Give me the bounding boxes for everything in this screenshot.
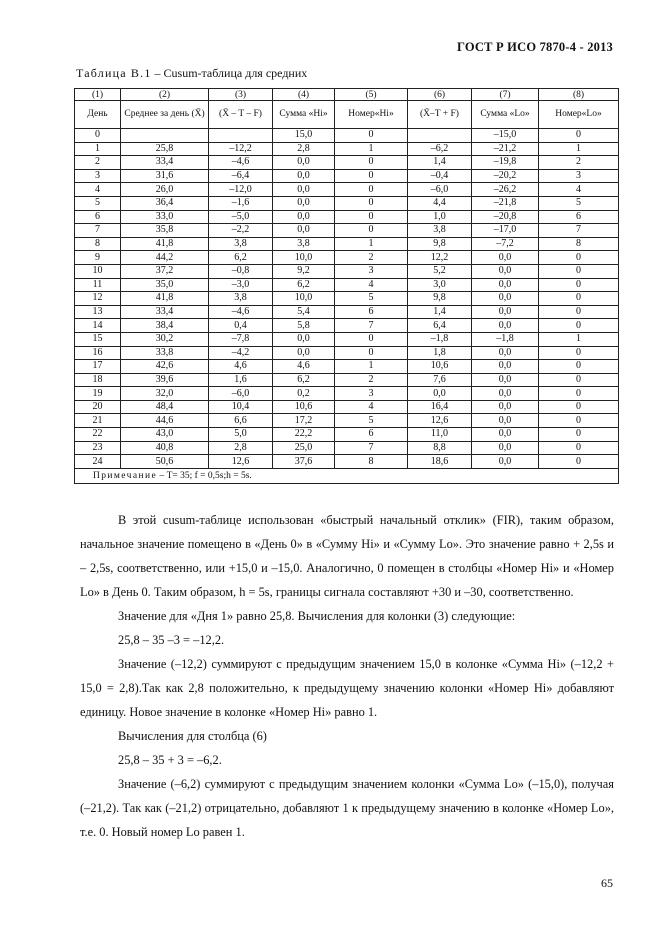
table-cell: 0 xyxy=(539,455,619,469)
table-cell: 0,0 xyxy=(273,210,335,224)
table-note xyxy=(75,468,619,483)
table-row xyxy=(75,129,619,143)
table-cell: 0 xyxy=(335,196,408,210)
table-cell: 11,0 xyxy=(408,428,472,442)
table-cell: 0,0 xyxy=(472,360,539,374)
table-cell: 0,0 xyxy=(273,156,335,170)
table-cell: –0,8 xyxy=(209,264,273,278)
table-cell: 0 xyxy=(539,428,619,442)
table-cell: 1,4 xyxy=(408,156,472,170)
table-row xyxy=(75,237,619,251)
table-cell: 1 xyxy=(335,360,408,374)
table-cell: 0 xyxy=(539,129,619,143)
paragraph-col6: Вычисления для столбца (6) xyxy=(118,729,267,743)
column-header: (X̄–T + F) xyxy=(408,101,472,129)
table-cell: –6,4 xyxy=(209,169,273,183)
table-cell: 10,6 xyxy=(408,360,472,374)
table-cell: 10,4 xyxy=(209,400,273,414)
table-cell: 0 xyxy=(335,129,408,143)
table-cell: 16 xyxy=(75,346,121,360)
table-cell: 6 xyxy=(75,210,121,224)
table-cell: 33,0 xyxy=(121,210,209,224)
table-cell: 0,0 xyxy=(472,264,539,278)
table-cell: –15,0 xyxy=(472,129,539,143)
table-cell xyxy=(408,129,472,143)
column-number: (5) xyxy=(335,89,408,101)
table-cell: 37,2 xyxy=(121,264,209,278)
table-cell: 22,2 xyxy=(273,428,335,442)
table-cell: 19 xyxy=(75,387,121,401)
table-cell: –4,2 xyxy=(209,346,273,360)
table-cell: 1,0 xyxy=(408,210,472,224)
table-cell: 10,0 xyxy=(273,251,335,265)
table-body xyxy=(75,129,619,469)
table-cell: 33,8 xyxy=(121,346,209,360)
table-cell: 8,8 xyxy=(408,441,472,455)
table-cell: 20 xyxy=(75,400,121,414)
table-row xyxy=(75,142,619,156)
table-cell: 3,8 xyxy=(209,292,273,306)
table-cell: 10,0 xyxy=(273,292,335,306)
table-note-text: – T= 35; f = 0,5s;h = 5s. xyxy=(157,470,252,481)
table-cell xyxy=(121,129,209,143)
table-cell: 4 xyxy=(539,183,619,197)
table-cell: –6,2 xyxy=(408,142,472,156)
table-cell: 0,0 xyxy=(472,414,539,428)
table-cell: 6 xyxy=(335,428,408,442)
table-row xyxy=(75,224,619,238)
table-cell: 12 xyxy=(75,292,121,306)
table-row xyxy=(75,305,619,319)
table-cell: 15 xyxy=(75,332,121,346)
table-cell: –17,0 xyxy=(472,224,539,238)
table-cell: 14 xyxy=(75,319,121,333)
table-cell: 0,0 xyxy=(273,224,335,238)
paragraph-day1: Значение для «Дня 1» равно 25,8. Вычисления для колонки (3) следующие: xyxy=(118,609,516,623)
table-cell: 22 xyxy=(75,428,121,442)
table-cell: 7 xyxy=(335,319,408,333)
table-cell: 10,6 xyxy=(273,400,335,414)
table-cell: 4,4 xyxy=(408,196,472,210)
table-row xyxy=(75,441,619,455)
column-header: Среднее за день (X̄) xyxy=(121,101,209,129)
table-cell: 4 xyxy=(75,183,121,197)
table-cell: 0,0 xyxy=(472,292,539,306)
table-cell: 5,0 xyxy=(209,428,273,442)
table-cell: 7 xyxy=(539,224,619,238)
table-cell: 4,6 xyxy=(209,360,273,374)
table-cell: 8 xyxy=(539,237,619,251)
table-cell: 5,8 xyxy=(273,319,335,333)
table-cell: 42,6 xyxy=(121,360,209,374)
table-cell: –21,8 xyxy=(472,196,539,210)
table-cell: 0 xyxy=(335,210,408,224)
table-cell: 2 xyxy=(75,156,121,170)
table-cell: –20,2 xyxy=(472,169,539,183)
table-cell: –12,0 xyxy=(209,183,273,197)
table-row xyxy=(75,196,619,210)
table-row xyxy=(75,210,619,224)
table-cell: 5 xyxy=(539,196,619,210)
table-row xyxy=(75,400,619,414)
table-cell: 41,8 xyxy=(121,292,209,306)
table-cell: 0,0 xyxy=(472,400,539,414)
table-cell: 5 xyxy=(75,196,121,210)
column-number: (4) xyxy=(273,89,335,101)
table-cell: 6 xyxy=(335,305,408,319)
document-header: ГОСТ Р ИСО 7870-4 - 2013 xyxy=(457,40,613,54)
table-cell: 44,2 xyxy=(121,251,209,265)
body-text xyxy=(80,508,614,844)
table-cell: 4,6 xyxy=(273,360,335,374)
table-cell: 0,0 xyxy=(472,441,539,455)
table-cell: 0 xyxy=(539,414,619,428)
column-number: (7) xyxy=(472,89,539,101)
table-row xyxy=(75,251,619,265)
table-row xyxy=(75,319,619,333)
table-cell: 32,0 xyxy=(121,387,209,401)
table-cell: 25,8 xyxy=(121,142,209,156)
table-cell: 8 xyxy=(75,237,121,251)
table-cell: 44,6 xyxy=(121,414,209,428)
table-cell: –12,2 xyxy=(209,142,273,156)
equation-col3: 25,8 – 35 –3 = –12,2. xyxy=(118,633,225,647)
table-cell: 3 xyxy=(539,169,619,183)
table-row xyxy=(75,428,619,442)
table-cell: 17,2 xyxy=(273,414,335,428)
table-cell: 25,0 xyxy=(273,441,335,455)
table-cell: 16,4 xyxy=(408,400,472,414)
table-cell: 0 xyxy=(539,292,619,306)
table-cell: 8 xyxy=(335,455,408,469)
table-cell: 1 xyxy=(335,237,408,251)
table-cell: 1 xyxy=(539,142,619,156)
table-cell: 5 xyxy=(335,292,408,306)
table-cell: 33,4 xyxy=(121,305,209,319)
table-cell: 0 xyxy=(539,251,619,265)
table-cell: 7,6 xyxy=(408,373,472,387)
table-cell: 48,4 xyxy=(121,400,209,414)
table-cell: 18,6 xyxy=(408,455,472,469)
table-cell: 0,0 xyxy=(408,387,472,401)
table-cell: 1,8 xyxy=(408,346,472,360)
table-cell: 0,0 xyxy=(273,183,335,197)
table-cell: –20,8 xyxy=(472,210,539,224)
table-cell: 7 xyxy=(75,224,121,238)
table-caption-text: – Cusum-таблица для средних xyxy=(154,66,308,80)
table-cell: 23 xyxy=(75,441,121,455)
table-cell: –1,8 xyxy=(408,332,472,346)
table-cell: 2 xyxy=(335,251,408,265)
table-cell: 2 xyxy=(539,156,619,170)
table-caption-label: Таблица В.1 xyxy=(76,66,152,80)
table-cell: –7,2 xyxy=(472,237,539,251)
column-header: Номер«Lo» xyxy=(539,101,619,129)
column-header: Номер«Hi» xyxy=(335,101,408,129)
table-cell: 0 xyxy=(539,305,619,319)
column-number: (8) xyxy=(539,89,619,101)
table-cell: 0,0 xyxy=(273,332,335,346)
table-cell: 0,4 xyxy=(209,319,273,333)
table-cell: 5,4 xyxy=(273,305,335,319)
table-cell: 6,2 xyxy=(273,373,335,387)
table-cell: 50,6 xyxy=(121,455,209,469)
column-number: (6) xyxy=(408,89,472,101)
table-cell: –6,0 xyxy=(209,387,273,401)
table-cell: 33,4 xyxy=(121,156,209,170)
equation-col6: 25,8 – 35 + 3 = –6,2. xyxy=(118,753,222,767)
table-note-row xyxy=(75,468,619,483)
table-cell: 2 xyxy=(335,373,408,387)
paragraph-sum-hi: Значение (–12,2) суммируют с предыдущим значением 15,0 в колонке «Сумма Hi» (–12,2 + 15,0 = 2,8).Так как 2,8 положительно, к предыдущему значению колонки «Номер Hi» добавляют единицу. Новое значение в колонке «Номер Hi» равно 1. xyxy=(80,657,614,719)
table-row xyxy=(75,292,619,306)
column-header: (X̄ – T – F) xyxy=(209,101,273,129)
table-cell: 17 xyxy=(75,360,121,374)
table-cell: 0,2 xyxy=(273,387,335,401)
table-cell: 6,4 xyxy=(408,319,472,333)
table-cell: 35,0 xyxy=(121,278,209,292)
table-row xyxy=(75,360,619,374)
table-row xyxy=(75,387,619,401)
table-cell: 0 xyxy=(335,156,408,170)
table-cell: 0,0 xyxy=(472,305,539,319)
column-header: Сумма «Hi» xyxy=(273,101,335,129)
table-row xyxy=(75,332,619,346)
table-cell: 0 xyxy=(539,373,619,387)
table-cell: 36,4 xyxy=(121,196,209,210)
table-cell: 0,0 xyxy=(472,373,539,387)
table-cell: 0 xyxy=(335,183,408,197)
table-cell: 0,0 xyxy=(472,251,539,265)
table-cell: 9,8 xyxy=(408,237,472,251)
table-cell: 0 xyxy=(539,387,619,401)
table-cell: 0,0 xyxy=(273,346,335,360)
table-cell: 1 xyxy=(75,142,121,156)
table-cell: 6 xyxy=(539,210,619,224)
table-cell: 18 xyxy=(75,373,121,387)
table-cell: –2,2 xyxy=(209,224,273,238)
table-cell: –7,8 xyxy=(209,332,273,346)
table-cell: 0 xyxy=(539,278,619,292)
table-cell: 38,4 xyxy=(121,319,209,333)
table-cell: 37,6 xyxy=(273,455,335,469)
table-cell: 3,8 xyxy=(408,224,472,238)
table-cell: 0,0 xyxy=(472,319,539,333)
table-cell: 0 xyxy=(335,346,408,360)
table-cell: 0 xyxy=(539,319,619,333)
table-cell: 0,0 xyxy=(472,278,539,292)
table-row xyxy=(75,455,619,469)
table-cell: 0 xyxy=(539,360,619,374)
table-row xyxy=(75,278,619,292)
table-cell: 9,2 xyxy=(273,264,335,278)
table-cell: 12,6 xyxy=(408,414,472,428)
table-cell: –6,0 xyxy=(408,183,472,197)
table-cell: –1,6 xyxy=(209,196,273,210)
table-cell: –19,8 xyxy=(472,156,539,170)
table-cell: 15,0 xyxy=(273,129,335,143)
table-cell: 2,8 xyxy=(209,441,273,455)
table-cell: 9,8 xyxy=(408,292,472,306)
table-cell: 0 xyxy=(539,441,619,455)
table-cell: –4,6 xyxy=(209,156,273,170)
table-cell: –26,2 xyxy=(472,183,539,197)
table-cell: 0,0 xyxy=(472,455,539,469)
table-cell: 0,0 xyxy=(273,169,335,183)
table-cell: 31,6 xyxy=(121,169,209,183)
table-row xyxy=(75,414,619,428)
table-cell: 26,0 xyxy=(121,183,209,197)
table-cell: 0 xyxy=(539,346,619,360)
table-cell: 40,8 xyxy=(121,441,209,455)
table-cell: 1 xyxy=(335,142,408,156)
table-row xyxy=(75,346,619,360)
table-cell: 43,0 xyxy=(121,428,209,442)
table-cell: –3,0 xyxy=(209,278,273,292)
table-cell: 0 xyxy=(539,264,619,278)
table-cell: 0,0 xyxy=(472,387,539,401)
table-cell: 0,0 xyxy=(472,346,539,360)
table-cell: 0 xyxy=(75,129,121,143)
table-caption xyxy=(76,66,307,81)
table-note-label: Примечание xyxy=(93,470,158,481)
table-cell: 3,0 xyxy=(408,278,472,292)
paragraph-fir: В этой cusum-таблице использован «быстрый начальный отклик» (FIR), таким образом, начальное значение помещено в «День 0» в «Сумму Hi» и «Сумму Lo». Это значение равно + 2,5s и – 2,5s, соответственно, или +15,0 и –15,0. Аналогично, 0 помещен в столбцы «Номер Hi» и «Номер Lo» в День 0. Таким образом, h = 5s, границы сигнала составляют +30 и –30, соответственно. xyxy=(80,513,614,599)
table-row xyxy=(75,169,619,183)
table-cell: 3,8 xyxy=(273,237,335,251)
column-header: День xyxy=(75,101,121,129)
cusum-table xyxy=(74,88,619,484)
table-cell: 3,8 xyxy=(209,237,273,251)
table-cell: 6,6 xyxy=(209,414,273,428)
table-cell: 0,0 xyxy=(273,196,335,210)
table-cell: 24 xyxy=(75,455,121,469)
column-header-row xyxy=(75,101,619,129)
table-cell: –5,0 xyxy=(209,210,273,224)
table-cell: 11 xyxy=(75,278,121,292)
table-cell: 10 xyxy=(75,264,121,278)
table-cell: 6,2 xyxy=(209,251,273,265)
table-cell: –21,2 xyxy=(472,142,539,156)
table-cell: 12,6 xyxy=(209,455,273,469)
table-row xyxy=(75,183,619,197)
table-cell: 4 xyxy=(335,278,408,292)
table-cell: 0 xyxy=(335,169,408,183)
table-cell: 0 xyxy=(335,332,408,346)
table-cell: 1,6 xyxy=(209,373,273,387)
table-cell: 4 xyxy=(335,400,408,414)
column-number: (2) xyxy=(121,89,209,101)
table-cell: 41,8 xyxy=(121,237,209,251)
table-cell: –4,6 xyxy=(209,305,273,319)
table-cell xyxy=(209,129,273,143)
column-header: Сумма «Lo» xyxy=(472,101,539,129)
page-number: 65 xyxy=(601,876,613,890)
table-cell: 9 xyxy=(75,251,121,265)
table-row xyxy=(75,264,619,278)
table-cell: 2,8 xyxy=(273,142,335,156)
table-cell: 3 xyxy=(75,169,121,183)
table-cell: 21 xyxy=(75,414,121,428)
table-cell: 5,2 xyxy=(408,264,472,278)
table-cell: 3 xyxy=(335,264,408,278)
table-cell: –0,4 xyxy=(408,169,472,183)
table-cell: 30,2 xyxy=(121,332,209,346)
table-cell: 5 xyxy=(335,414,408,428)
table-cell: 0 xyxy=(539,400,619,414)
table-cell: 12,2 xyxy=(408,251,472,265)
table-cell: 0,0 xyxy=(472,428,539,442)
table-cell: –1,8 xyxy=(472,332,539,346)
column-number-row xyxy=(75,89,619,101)
paragraph-sum-lo: Значение (–6,2) суммируют с предыдущим значением колонки «Сумма Lo» (–15,0), получая (–21,2). Так как (–21,2) отрицательно, добавляют 1 к предыдущему значению в колонке «Номер Lo», т.е. 0. Новый номер Lo равен 1. xyxy=(80,777,614,839)
table-cell: 13 xyxy=(75,305,121,319)
table-cell: 39,6 xyxy=(121,373,209,387)
table-cell: 7 xyxy=(335,441,408,455)
table-cell: 1,4 xyxy=(408,305,472,319)
column-number: (3) xyxy=(209,89,273,101)
table-row xyxy=(75,156,619,170)
column-number: (1) xyxy=(75,89,121,101)
table-cell: 1 xyxy=(539,332,619,346)
table-cell: 0 xyxy=(335,224,408,238)
table-cell: 35,8 xyxy=(121,224,209,238)
table-cell: 3 xyxy=(335,387,408,401)
table-cell: 6,2 xyxy=(273,278,335,292)
table-row xyxy=(75,373,619,387)
